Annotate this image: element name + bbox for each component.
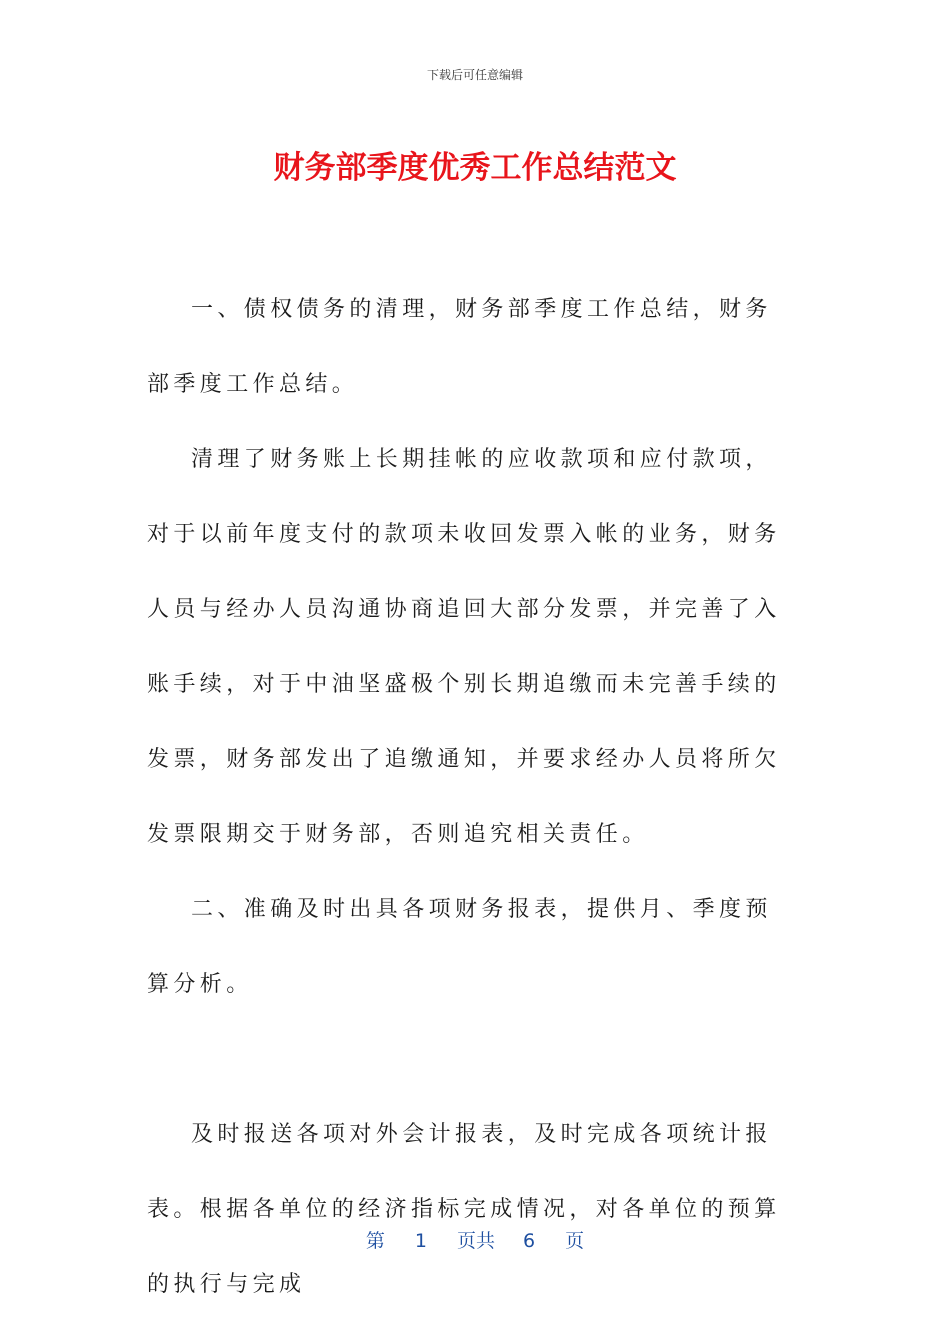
page-current: 1 [414,1230,427,1252]
paragraph-3: 二、准确及时出具各项财务报表，提供月、季度预算分析。 [147,897,772,997]
header-note: 下载后可任意编辑 [426,68,523,82]
page-mid: 页共 [456,1230,495,1252]
document-title: 财务部季度优秀工作总结范文 [273,150,677,186]
paragraph-1: 一、债权债务的清理，财务部季度工作总结，财务部季度工作总结。 [147,297,772,397]
page-prefix: 第 [365,1230,385,1252]
page-suffix: 页 [565,1230,585,1252]
document-body [147,272,797,1322]
paragraph-4: 及时报送各项对外会计报表，及时完成各项统计报表。根据各单位的经济指标完成情况，对各单位的预算的执行与完成 [147,1122,781,1297]
page-total: 6 [523,1230,536,1252]
page-footer [0,1226,950,1253]
paragraph-2: 清理了财务账上长期挂帐的应收款项和应付款项，对于以前年度支付的款项未收回发票入帐的业务，财务人员与经办人员沟通协商追回大部分发票，并完善了入账手续，对于中油坚盛极个别长期追缴而未完善手续的发票，财务部发出了追缴通知，并要求经办人员将所欠发票限期交于财务部，否则追究相关责任。 [147,447,781,847]
